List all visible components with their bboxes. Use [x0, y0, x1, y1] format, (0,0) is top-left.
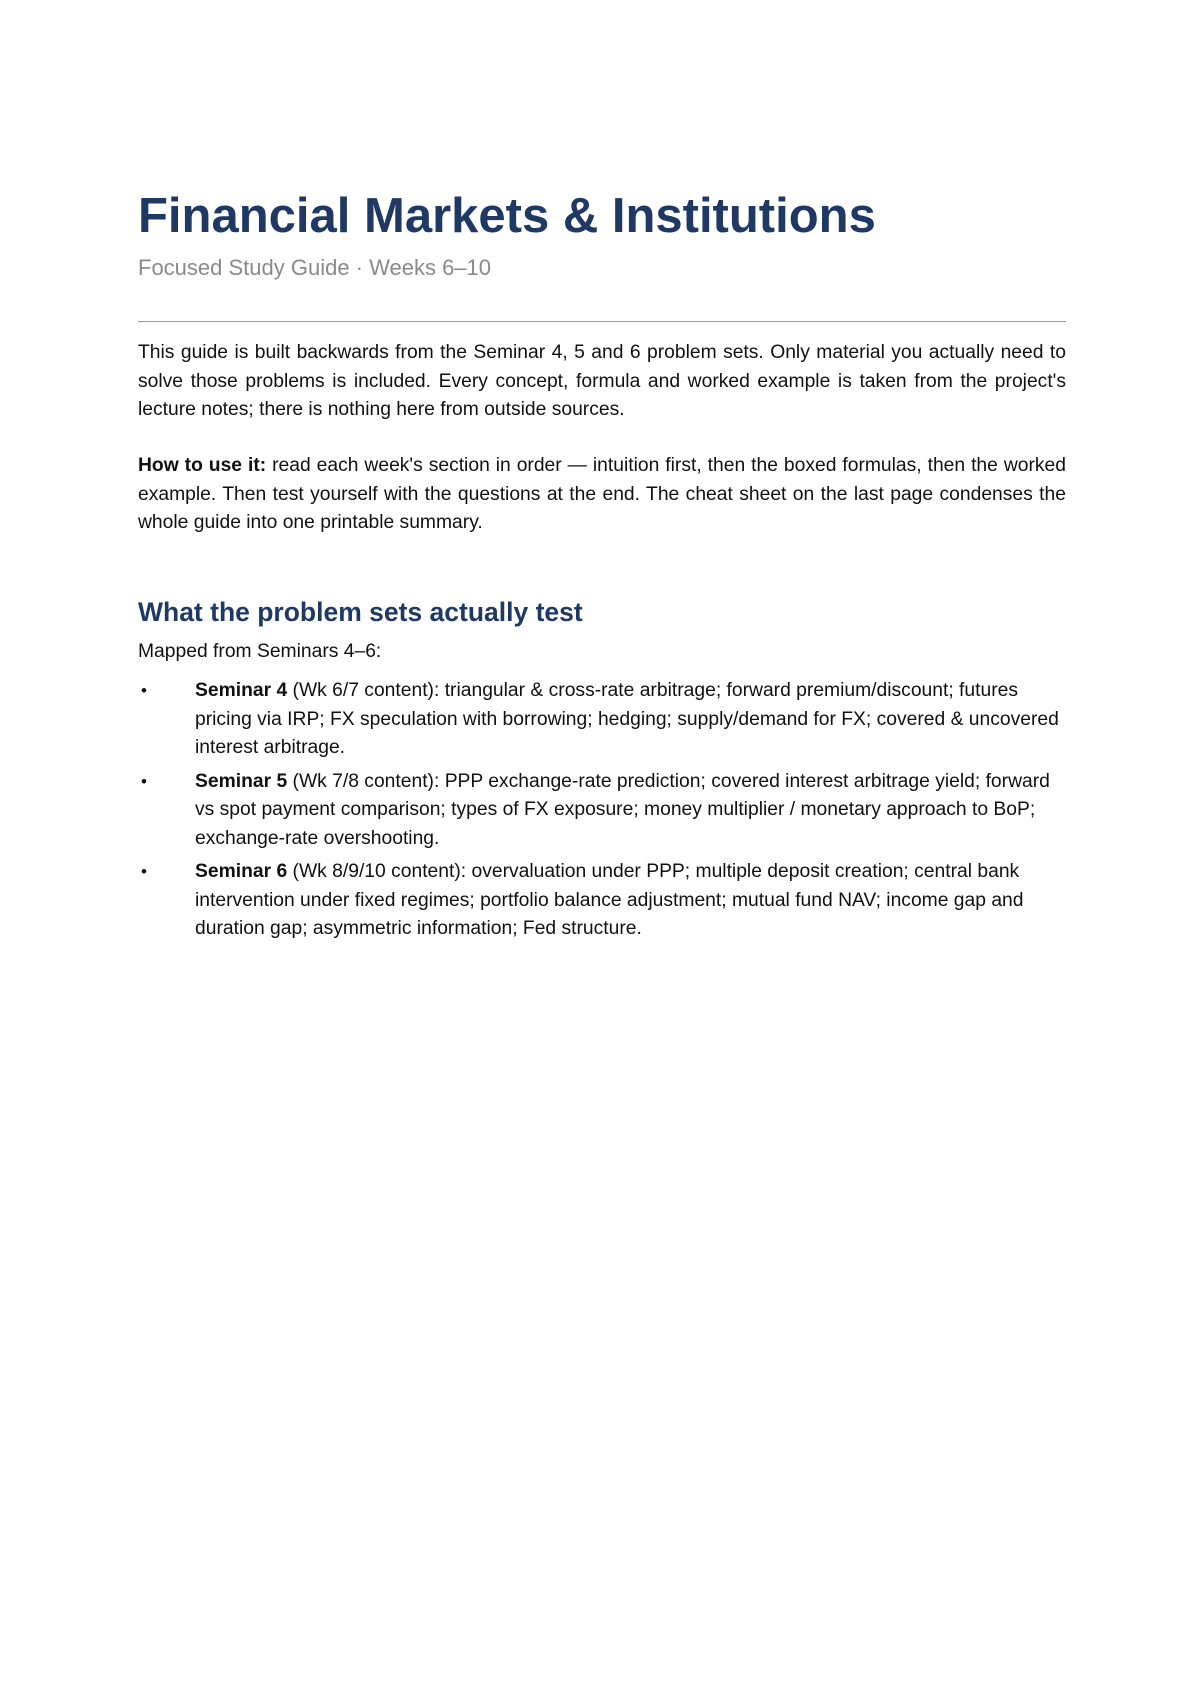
list-item: [138, 858, 1066, 944]
document-title: Financial Markets & Institutions: [138, 189, 876, 243]
how-to-use-text: read each week's section in order — intuition first, then the boxed formulas, then the worked example. Then test yourself with the questions at the end. The cheat sheet on the last page condenses the whole guide into one printable summary.: [138, 455, 1066, 533]
section-heading: What the problem sets actually test: [138, 597, 583, 627]
bullet-icon: •: [141, 771, 147, 791]
document-subtitle: Focused Study Guide · Weeks 6–10: [138, 255, 492, 280]
seminar-text: (Wk 8/9/10 content): overvaluation under PPP; multiple deposit creation; central bank intervention under fixed regimes; portfolio balance adjustment; mutual fund NAV; income gap and duration gap; asymmetric information; Fed structure.: [195, 861, 1024, 939]
intro-paragraph: This guide is built backwards from the Seminar 4, 5 and 6 problem sets. Only material you actually need to solve those problems is included. Every concept, formula and worked example is taken from the project's lecture notes; there is nothing here from outside sources.: [138, 342, 1066, 420]
seminar-list: [138, 677, 1066, 949]
seminar-label: Seminar 6: [195, 861, 288, 882]
bullet-icon: •: [141, 862, 147, 881]
section-lead: Mapped from Seminars 4–6:: [138, 641, 382, 662]
how-to-use-paragraph: [138, 452, 1066, 538]
seminar-label: Seminar 5: [195, 770, 288, 792]
list-item: [138, 768, 1066, 854]
seminar-text: (Wk 7/8 content): PPP exchange-rate prediction; covered interest arbitrage yield; forward vs spot payment comparison; types of FX exposure; money multiplier / monetary approach to BoP; exchange-rate overshooting.: [195, 770, 1050, 849]
seminar-text: (Wk 6/7 content): triangular & cross-rate arbitrage; forward premium/discount; futures pricing via IRP; FX speculation with borrowing; hedging; supply/demand for FX; covered & uncovered interest arbitrage.: [195, 680, 1059, 758]
seminar-label: Seminar 4: [195, 680, 288, 701]
list-item: [138, 677, 1066, 763]
how-to-use-label: How to use it:: [138, 455, 267, 476]
bullet-icon: •: [141, 681, 147, 700]
header-divider: [138, 321, 1066, 322]
